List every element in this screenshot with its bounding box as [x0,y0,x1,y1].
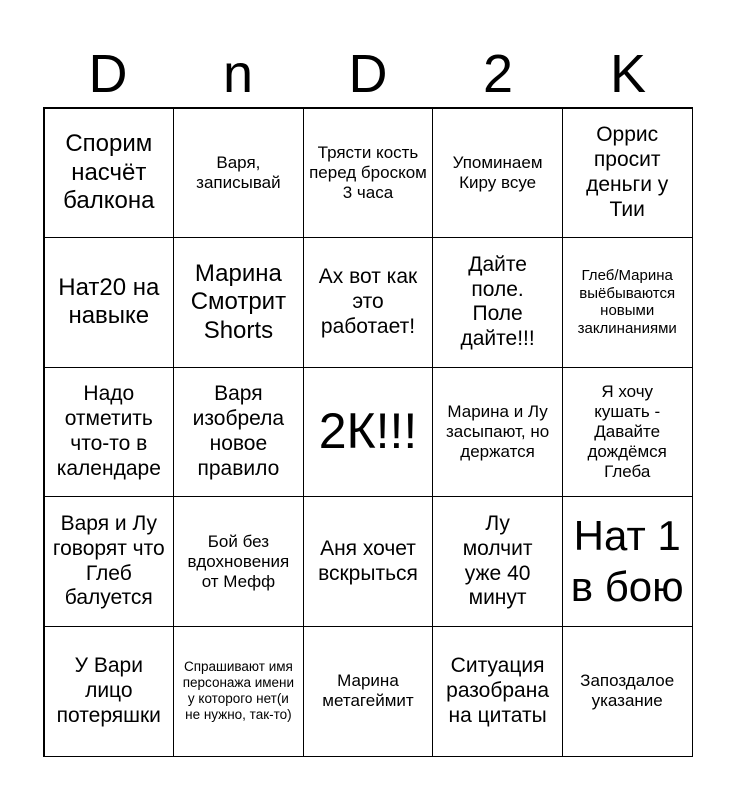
bingo-cell[interactable] [44,237,175,368]
header-letter-2: n [222,44,254,104]
cell-text: Марина и Лу засыпают, но держатся [445,401,550,462]
bingo-board [43,107,693,757]
cell-text: 2К!!! [318,403,418,460]
cell-text: Спорим насчёт балкона [63,130,155,214]
cell-text: Марина Смотрит Shorts [190,259,287,344]
cell-text: Трясти кость перед броском 3 часа [309,142,427,202]
cell-text: Спрашивают имя персонажа имени у которого нет(и не нужно, так-то) [182,659,295,723]
bingo-cell[interactable] [562,237,693,368]
bingo-cell[interactable] [303,626,434,757]
bingo-cell[interactable] [173,626,304,757]
cell-text: Варя, записывай [196,152,281,192]
cell-text: Ах вот как это работает! [318,265,418,338]
bingo-cell[interactable] [432,367,563,498]
bingo-cell[interactable] [432,626,563,757]
bingo-cell[interactable] [432,237,563,368]
cell-text: Варя и Лу говорят что Глеб балуется [52,512,165,610]
cell-text: Глеб/Марина выёбываются новыми заклинаниями [577,267,677,338]
cell-text: Я хочу кушать - Давайте дождёмся Глеба [587,381,667,482]
cell-text: Надо отметить что-то в календаре [56,382,161,480]
bingo-cell-free[interactable] [303,367,434,498]
bingo-cell[interactable] [44,108,175,239]
bingo-cell[interactable] [562,626,693,757]
header-letter-4: 2 [482,44,514,104]
cell-text: Лу молчит уже 40 минут [462,512,533,610]
bingo-cell[interactable] [303,237,434,368]
bingo-cell[interactable] [562,108,693,239]
cell-text: Марина метагеймит [322,671,414,711]
cell-text: Аня хочет вскрыться [318,536,418,585]
bingo-cell[interactable] [173,367,304,498]
cell-text: Нат 1 в бою [570,512,684,610]
bingo-cell[interactable] [44,626,175,757]
bingo-cell[interactable] [173,237,304,368]
bingo-header [43,40,693,108]
bingo-cell[interactable] [432,108,563,239]
header-letter-3: D [348,44,388,104]
bingo-cell[interactable] [303,496,434,627]
cell-text: Упоминаем Киру всуе [452,152,543,192]
cell-text: Дайте поле. Поле дайте!!! [460,252,535,351]
cell-text: Оррис просит деньги у Тии [586,123,669,221]
header-letter-5: K [609,44,647,104]
bingo-cell[interactable] [44,496,175,627]
cell-text: Нат20 на навыке [58,274,160,330]
bingo-cell[interactable] [562,367,693,498]
cell-text: Варя изобрела новое правило [192,382,285,480]
bingo-cell[interactable] [173,496,304,627]
bingo-cell[interactable] [303,108,434,239]
bingo-cell[interactable] [173,108,304,239]
cell-text: У Вари лицо потеряшки [56,654,161,727]
cell-text: Бой без вдохновения от Мефф [187,531,290,591]
cell-text: Ситуация разобрана на цитаты [446,654,550,727]
cell-text: Запоздалое указание [580,671,675,711]
header-letter-1: D [88,44,128,104]
bingo-cell[interactable] [44,367,175,498]
bingo-cell[interactable] [432,496,563,627]
bingo-cell[interactable] [562,496,693,627]
